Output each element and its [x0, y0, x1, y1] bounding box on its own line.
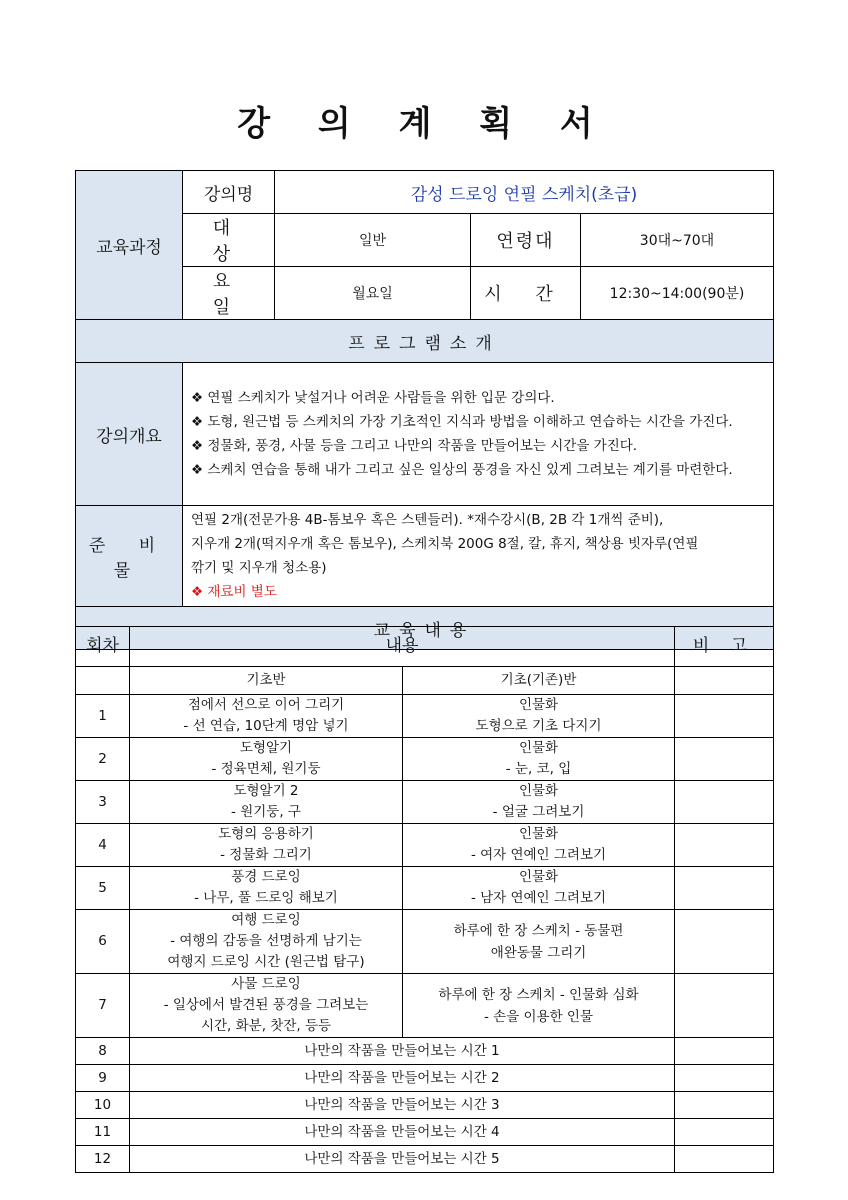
content-line: 시간, 화분, 찻잔, 등등	[200, 1018, 332, 1034]
existing-class-content	[403, 738, 675, 781]
content-line: 여행 드로잉	[231, 912, 301, 928]
content-line: - 얼굴 그려보기	[492, 804, 585, 820]
content-line: - 원기둥, 구	[231, 804, 301, 820]
content-line: 하루에 한 장 스케치 - 인물화 심화	[438, 986, 639, 1003]
curriculum-table	[75, 626, 774, 1173]
content-line: 인물화	[518, 697, 559, 713]
overview-bullet: ❖ 정물화, 풍경, 사물 등을 그리고 나만의 작품을 만들어보는 시간을 가진다.	[191, 438, 638, 454]
materials-label: 준 비 물	[76, 506, 183, 607]
note-cell	[675, 1119, 774, 1146]
content-line: 여행지 드로잉 시간 (원근법 탐구)	[167, 954, 365, 970]
merged-content: 나만의 작품을 만들어보는 시간 1	[130, 1038, 675, 1065]
materials-text	[183, 506, 774, 607]
time-value: 12:30~14:00(90분)	[581, 267, 774, 320]
content-line: - 선 연습, 10단계 명암 넣기	[183, 718, 349, 734]
session-number: 8	[76, 1038, 130, 1065]
content-line: 도형알기 2	[233, 783, 299, 799]
existing-class-content	[403, 974, 675, 1038]
day-value: 월요일	[275, 267, 471, 320]
basic-class-content	[130, 910, 403, 974]
session-number: 12	[76, 1146, 130, 1173]
content-line: - 여자 연예인 그려보기	[470, 847, 607, 863]
merged-content: 나만의 작품을 만들어보는 시간 5	[130, 1146, 675, 1173]
session-number: 7	[76, 974, 130, 1038]
basic-class-content	[130, 974, 403, 1038]
course-name-label: 강의명	[183, 171, 275, 214]
col-basic-existing: 기초(기존)반	[403, 667, 675, 695]
content-line: - 정물화 그리기	[220, 847, 312, 863]
existing-class-content	[403, 910, 675, 974]
table-row	[76, 824, 774, 867]
overview-bullets	[183, 363, 774, 506]
table-row	[76, 781, 774, 824]
overview-bullet: ❖ 스케치 연습을 통해 내가 그리고 싶은 일상의 풍경을 자신 있게 그려보는 계기를 마련한다.	[191, 462, 733, 478]
content-line: - 나무, 풀 드로잉 해보기	[194, 890, 338, 906]
content-line: 인물화	[518, 783, 559, 799]
content-line: - 남자 연예인 그려보기	[470, 890, 607, 906]
course-info-table	[75, 170, 774, 650]
session-number: 1	[76, 695, 130, 738]
content-line: - 정육면체, 원기둥	[211, 761, 321, 777]
session-number: 11	[76, 1119, 130, 1146]
content-line: 점에서 선으로 이어 그리기	[187, 697, 345, 713]
content-line: 인물화	[518, 826, 559, 842]
content-line: 인물화	[518, 869, 559, 885]
content-heading: 교육내용	[76, 607, 774, 650]
content-line: 사물 드로잉	[231, 976, 301, 992]
existing-class-content	[403, 824, 675, 867]
table-row	[76, 1146, 774, 1173]
content-line: 도형의 응용하기	[218, 826, 314, 842]
existing-class-content	[403, 781, 675, 824]
note-cell	[675, 867, 774, 910]
note-cell	[675, 1092, 774, 1119]
col-content: 내용	[130, 627, 675, 667]
content-line: 애완동물 그리기	[490, 944, 587, 961]
table-row	[76, 867, 774, 910]
note-cell	[675, 1146, 774, 1173]
table-row	[76, 974, 774, 1038]
content-line: 풍경 드로잉	[231, 869, 301, 885]
basic-class-content	[130, 781, 403, 824]
age-value: 30대~70대	[581, 214, 774, 267]
session-number: 9	[76, 1065, 130, 1092]
merged-content: 나만의 작품을 만들어보는 시간 3	[130, 1092, 675, 1119]
overview-bullet: ❖ 도형, 원근법 등 스케치의 가장 기초적인 지식과 방법을 이해하고 연습하는 시간을 가진다.	[191, 414, 733, 430]
overview-bullet: ❖ 연필 스케치가 낯설거나 어려운 사람들을 위한 입문 강의다.	[191, 390, 555, 406]
note-cell	[675, 695, 774, 738]
program-intro-heading: 프로그램소개	[76, 320, 774, 363]
content-line: - 손을 이용한 인물	[483, 1008, 594, 1025]
materials-line: 지우개 2개(떡지우개 혹은 톰보우), 스케치북 200G 8절, 칼, 휴지, 책상용 빗자루(연필	[191, 536, 699, 552]
basic-class-content	[130, 867, 403, 910]
content-line: - 여행의 감동을 선명하게 남기는	[170, 933, 362, 949]
merged-content: 나만의 작품을 만들어보는 시간 4	[130, 1119, 675, 1146]
merged-content: 나만의 작품을 만들어보는 시간 2	[130, 1065, 675, 1092]
content-line: 도형으로 기초 다지기	[475, 718, 602, 734]
col-basic: 기초반	[130, 667, 403, 695]
session-number: 6	[76, 910, 130, 974]
table-row	[76, 1092, 774, 1119]
note-cell	[675, 910, 774, 974]
basic-class-content	[130, 738, 403, 781]
table-row	[76, 738, 774, 781]
note-cell	[675, 1065, 774, 1092]
page-title: 강 의 계 획 서	[237, 104, 611, 144]
existing-class-content	[403, 867, 675, 910]
basic-class-content	[130, 824, 403, 867]
overview-label: 강의개요	[76, 363, 183, 506]
day-label: 요 일	[183, 267, 275, 320]
content-line: 인물화	[518, 740, 559, 756]
course-section-label: 교육과정	[76, 171, 183, 320]
note-cell	[675, 824, 774, 867]
materials-line: 연필 2개(전문가용 4B-톰보우 혹은 스텐들러). *재수강시(B, 2B 각 1개씩 준비),	[191, 512, 664, 528]
table-row	[76, 1065, 774, 1092]
materials-fee-note: ❖ 재료비 별도	[191, 584, 277, 600]
table-row	[76, 1119, 774, 1146]
blank-cell	[76, 667, 130, 695]
target-value: 일반	[275, 214, 471, 267]
note-cell	[675, 781, 774, 824]
content-line: 도형알기	[239, 740, 293, 756]
age-label: 연령대	[471, 214, 581, 267]
table-row	[76, 695, 774, 738]
basic-class-content	[130, 695, 403, 738]
session-number: 4	[76, 824, 130, 867]
target-label: 대 상	[183, 214, 275, 267]
session-number: 2	[76, 738, 130, 781]
session-number: 3	[76, 781, 130, 824]
table-row	[76, 910, 774, 974]
note-cell	[675, 738, 774, 781]
note-cell	[675, 974, 774, 1038]
table-row	[76, 1038, 774, 1065]
materials-line: 깎기 및 지우개 청소용)	[191, 560, 327, 576]
col-session: 회차	[76, 627, 130, 667]
session-number: 10	[76, 1092, 130, 1119]
content-line: - 눈, 코, 입	[505, 761, 572, 777]
content-line: - 일상에서 발견된 풍경을 그려보는	[163, 997, 369, 1013]
session-number: 5	[76, 867, 130, 910]
course-name: 감성 드로잉 연필 스케치(초급)	[275, 171, 774, 214]
existing-class-content	[403, 695, 675, 738]
note-cell	[675, 1038, 774, 1065]
col-note: 비 고	[675, 627, 774, 667]
content-line: 하루에 한 장 스케치 - 동물편	[453, 922, 624, 939]
blank-cell	[675, 667, 774, 695]
time-label: 시 간	[471, 267, 581, 320]
